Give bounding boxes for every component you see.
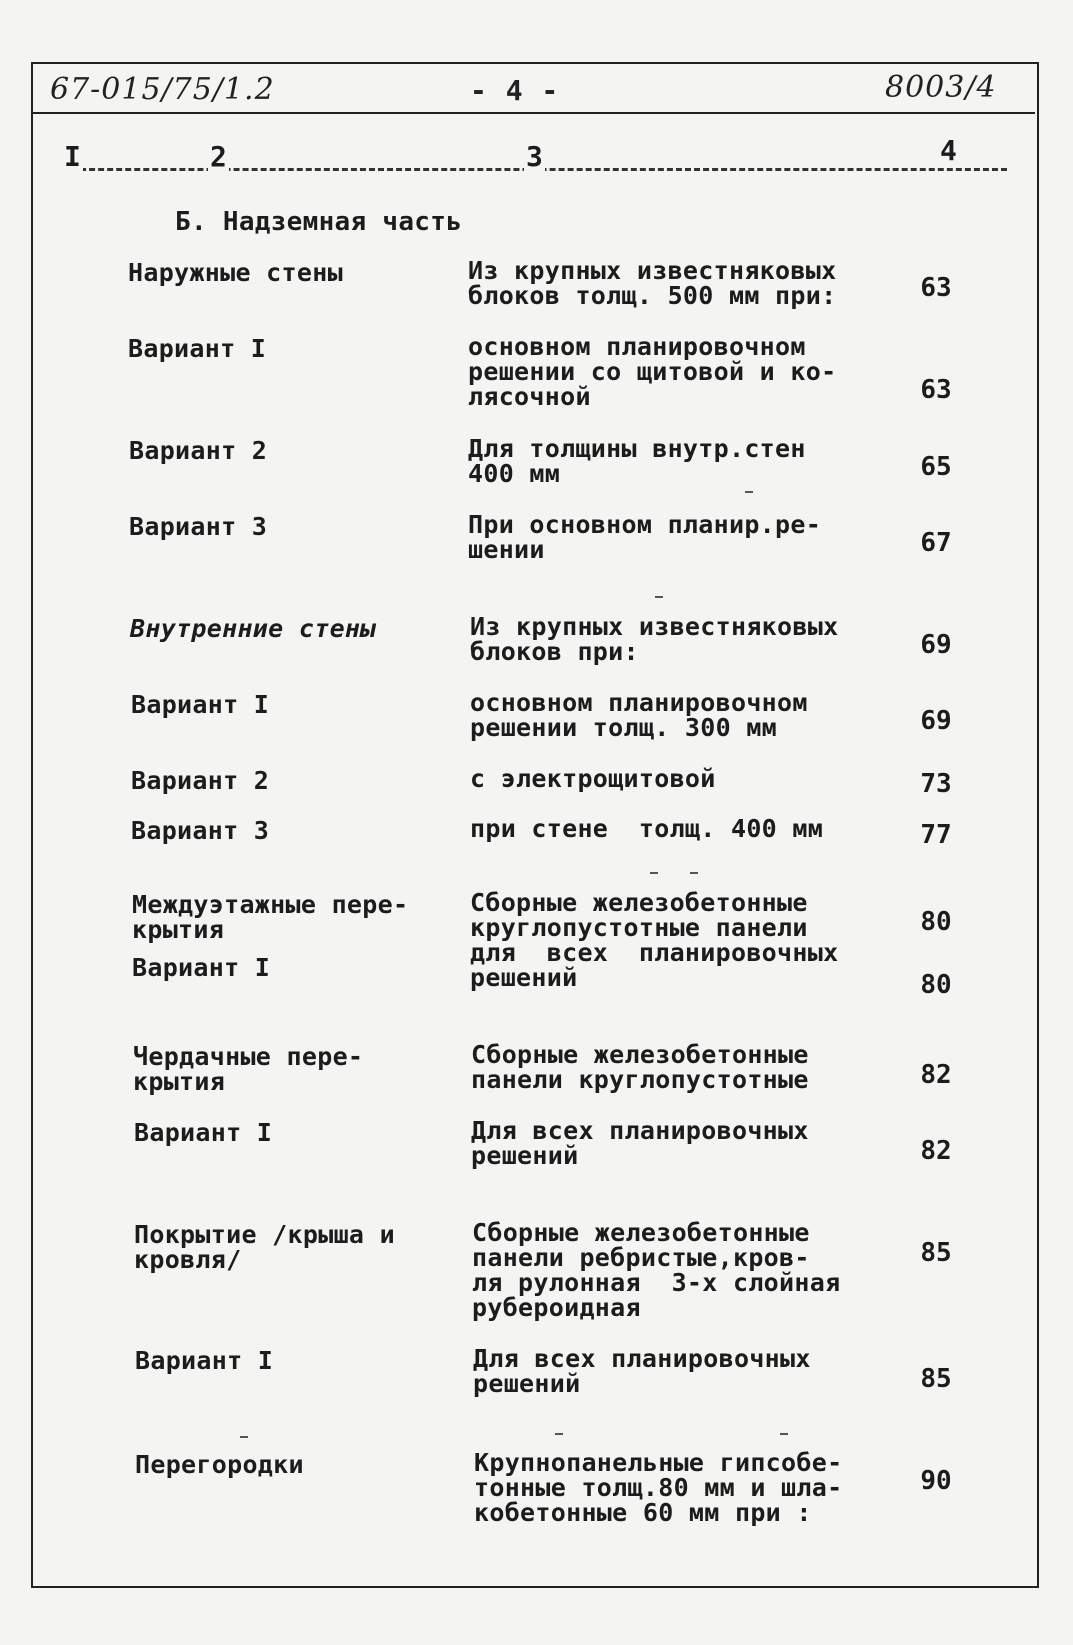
- row-page: 69: [920, 706, 952, 736]
- row-description: Сборные железобетонные панели круглопустотные: [471, 1040, 809, 1094]
- row-name: Вариант 2: [129, 436, 268, 465]
- row-description: Для всех планировочных решений: [471, 1116, 809, 1170]
- row-description: с электрощитовой: [470, 764, 716, 793]
- row-page: 77: [920, 820, 952, 850]
- row-page: 67: [920, 528, 952, 558]
- row-description: Сборные железобетонные круглопустотные панели для всех планировочных решений: [470, 888, 839, 992]
- row-description: Из крупных известняковых блоков толщ. 500 мм при:: [468, 256, 837, 310]
- column-number-3: 3: [526, 140, 543, 173]
- column-number-2: 2: [210, 140, 227, 173]
- row-page: 90: [920, 1466, 952, 1496]
- document-code: 67-015/75/1.2: [50, 72, 275, 107]
- row-name: Вариант 2: [131, 766, 270, 795]
- row-name: Внутренние стены: [130, 614, 376, 643]
- row-name: Наружные стены: [128, 258, 343, 287]
- row-name: Чердачные пере- крытия: [133, 1042, 364, 1096]
- row-page: 69: [920, 630, 952, 660]
- header-divider: [33, 112, 1035, 114]
- row-name: Вариант I: [135, 1346, 274, 1375]
- row-description: Для толщины внутр.стен 400 мм: [468, 434, 806, 488]
- row-page: 73: [920, 769, 952, 799]
- row-name: Вариант 3: [129, 512, 268, 541]
- row-page: 82: [920, 1060, 952, 1090]
- row-name: Вариант I: [131, 690, 270, 719]
- scan-speck: [555, 1433, 563, 1435]
- row-description: При основном планир.ре- шении: [468, 510, 822, 564]
- row-page: 80: [920, 970, 952, 1000]
- row-page: 63: [920, 273, 952, 303]
- row-page: 85: [920, 1364, 952, 1394]
- row-page: 65: [920, 452, 952, 482]
- scan-speck: [650, 872, 658, 874]
- page-number: - 4 -: [470, 74, 560, 107]
- column-number-1: I: [64, 140, 81, 173]
- row-description: основном планировочном решении со щитовой и ко- лясочной: [468, 332, 837, 411]
- row-name: Вариант I: [134, 1118, 273, 1147]
- row-page: 85: [920, 1238, 952, 1268]
- scan-speck: [240, 1436, 248, 1438]
- row-name: Междуэтажные пере- крытия: [132, 890, 409, 944]
- scan-speck: [745, 491, 753, 493]
- row-name: Вариант I: [132, 953, 271, 982]
- row-name: Вариант 3: [131, 816, 270, 845]
- row-page: 63: [920, 375, 952, 405]
- row-description: Для всех планировочных решений: [473, 1344, 811, 1398]
- sheet-id: 8003/4: [885, 70, 997, 105]
- row-page: 80: [920, 907, 952, 937]
- section-title: Б. Надземная часть: [175, 207, 463, 237]
- row-description: основном планировочном решении толщ. 300 мм: [470, 688, 808, 742]
- row-description: Крупнопанельные гипсобе- тонные толщ.80 мм и шла- кобетонные 60 мм при :: [474, 1448, 843, 1527]
- row-description: Из крупных известняковых блоков при:: [470, 612, 839, 666]
- column-header-row: [62, 134, 1012, 180]
- row-name: Вариант I: [128, 334, 267, 363]
- row-name: Перегородки: [135, 1450, 304, 1479]
- row-page: 82: [920, 1136, 952, 1166]
- scan-speck: [690, 872, 698, 874]
- scan-speck: [780, 1433, 788, 1435]
- scan-speck: [655, 596, 663, 598]
- row-description: при стене толщ. 400 мм: [470, 814, 824, 843]
- column-number-4: 4: [940, 134, 957, 167]
- row-description: Сборные железобетонные панели ребристые,кров- ля рулонная 3-х слойная рубероидная: [472, 1218, 841, 1322]
- row-name: Покрытие /крыша и кровля/: [134, 1220, 395, 1274]
